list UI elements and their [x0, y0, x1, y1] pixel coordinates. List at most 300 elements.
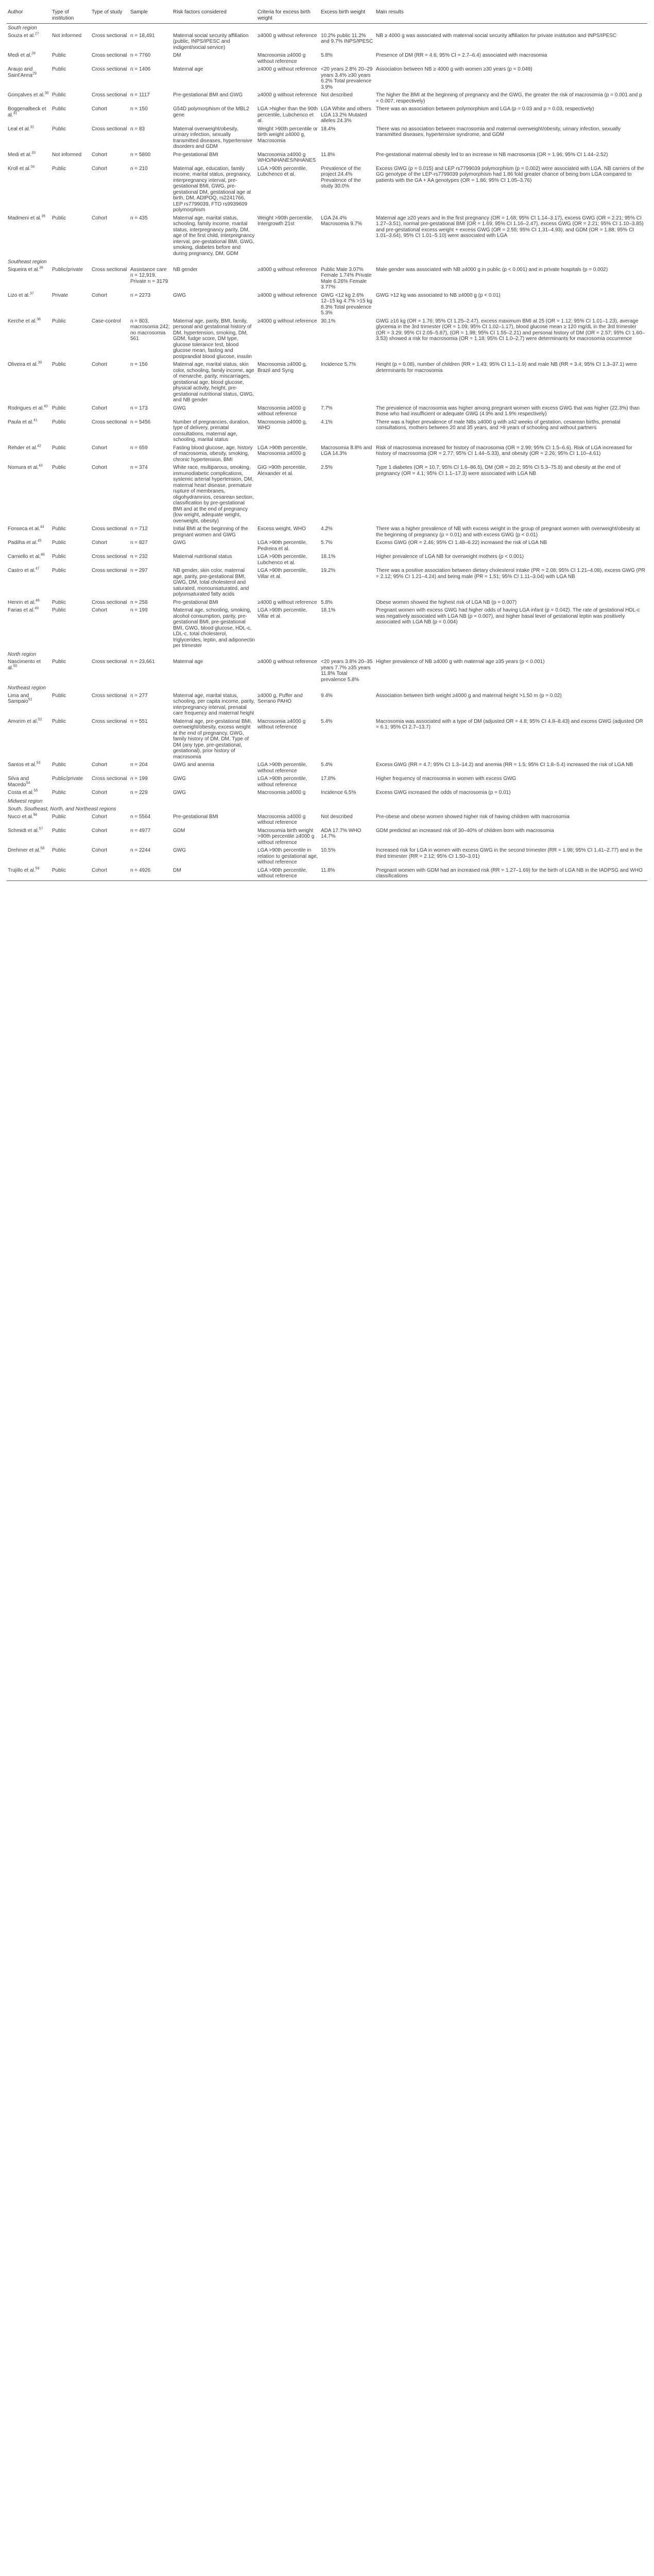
author-cell: [7, 813, 51, 827]
sample-cell: n = 173: [130, 405, 148, 411]
criteria-cell: ≥4000 g without reference: [257, 292, 317, 298]
risk-factors-cell: Pre-gestational BMI: [173, 599, 218, 605]
author-name: Castro et al.: [8, 568, 36, 573]
main-results-cell: Pre-obese and obese women showed higher risk of having children with macrosomia: [376, 814, 570, 820]
reference-number: 31: [13, 111, 18, 115]
criteria-cell: LGA >90th percentile, Villar et al.: [257, 607, 307, 619]
study-type-cell: Cohort: [92, 215, 108, 221]
table-row: [7, 789, 647, 797]
institution-cell: Private: [52, 292, 68, 298]
main-results-cell: Risk of macrosomia increased for history of macrosomia (OR = 2.99; 95% CI 1.5–6.6). Risk of LGA increased for history of macrosomia (OR = 2.77; 95% CI 1.44–5.33), and obesity (OR = 2.26; 95% CI 1.10–4.61): [376, 445, 632, 456]
author-cell: [7, 658, 51, 684]
institution-cell: Public: [52, 599, 66, 605]
sample-cell: n = 5456: [130, 419, 151, 425]
excess-birth-weight-cell: LGA White and others LGA 13.2% Mutated alleles 24.3%: [321, 106, 371, 124]
main-results-cell: Excess GWG (p = 0.015) and LEP rs7799039 polymorphism (p = 0.002) were associated with LGA. NB carriers of the GG genotype of the LEP-rs7799039 polymorphism had 1.86 fold greater chance of being born LGA compared to patients with the GA + AA genotypes (OR = 1.86; 95% CI 1.05–3.76): [376, 165, 644, 183]
sample-cell: Assistance care n = 12,919, Private n = 3179: [130, 266, 168, 284]
reference-number: 55: [33, 789, 38, 793]
author-cell: [7, 52, 51, 65]
study-type-cell: Cross sectional: [92, 266, 127, 273]
institution-cell: Public: [52, 126, 66, 132]
sample-cell: n = 199: [130, 607, 148, 613]
author-name: Lima and Sampaio: [8, 692, 29, 704]
table-row: [7, 606, 647, 650]
study-type-cell: Cross sectional: [92, 526, 127, 532]
author-cell: [7, 464, 51, 525]
author-name: Silva and Macedo: [8, 776, 29, 788]
risk-factors-cell: Maternal age, parity, BMI, family, personal and gestational history of DM, hypertension, smoking, DM, GDM, fudge score, DM type, glucose tolerance test, blood glucose mean, fasting and postprandial blood glucose, insulin: [173, 318, 252, 360]
author-name: Fonseca et al.: [8, 526, 40, 532]
main-results-cell: Excess GWG (RR = 4.7; 95% CI 1.3–14.2) and anemia (RR = 1.5; 95% CI 1.8–5.4) increased the risk of LGA NB: [376, 762, 633, 768]
table-row: [7, 65, 647, 91]
table-row: [7, 692, 647, 718]
study-type-cell: Cohort: [92, 362, 108, 367]
study-type-cell: Cohort: [92, 827, 108, 834]
criteria-cell: ≥4000 g without reference: [257, 599, 317, 605]
region-row: [7, 797, 647, 805]
reference-number: 57: [39, 827, 43, 831]
study-type-cell: Cohort: [92, 540, 108, 546]
study-type-cell: Cohort: [92, 607, 108, 613]
header-sample: Sample: [129, 8, 172, 24]
author-name: Nucci et al.: [8, 814, 33, 820]
excess-birth-weight-cell: 30.1%: [321, 318, 336, 324]
study-type-cell: Cross sectional: [92, 776, 127, 782]
reference-number: 40: [44, 404, 48, 409]
institution-cell: Public: [52, 215, 66, 221]
table-row: [7, 292, 647, 317]
author-name: Lizo et al.: [8, 292, 30, 298]
excess-birth-weight-cell: 5.4%: [321, 718, 333, 724]
author-name: Nomura et al.: [8, 465, 39, 470]
reference-number: 50: [13, 664, 18, 668]
institution-cell: Public: [52, 419, 66, 425]
risk-factors-cell: GWG: [173, 790, 186, 795]
main-results-cell: Pregnant women with GDM had an increased risk (RR = 1.27–1.69) for the birth of LGA NB in the IADPSG and WHO classifications: [375, 867, 647, 881]
main-results-cell: GDM predicted an increased risk of 30–40% of children born with macrosomia: [376, 827, 554, 834]
institution-cell: Public: [52, 92, 66, 98]
criteria-cell: Weight >90th percentile or birth weight ≥4000 g, Macrosomia: [257, 126, 318, 144]
excess-birth-weight-cell: 19.2%: [321, 568, 336, 573]
excess-birth-weight-cell: <20 years 3.8% 20–35 years 7.7% ≥35 years 11.8% Total prevalence 5.8%: [321, 659, 373, 683]
sample-cell: n = 199: [130, 776, 148, 782]
author-cell: [7, 91, 51, 105]
criteria-cell: Macrosomia birth weight >90th percentile ≥4000 g without reference: [257, 827, 315, 845]
risk-factors-cell: GWG: [173, 292, 186, 298]
excess-birth-weight-cell: 18.4%: [321, 126, 336, 132]
criteria-cell: Macrosomia ≥4000 g without reference: [257, 814, 306, 825]
table-row: [7, 32, 647, 52]
reference-number: 30: [44, 91, 49, 95]
excess-birth-weight-cell: Macrosomia 8.8% and LGA 14.3%: [321, 445, 372, 456]
study-type-cell: Cohort: [92, 151, 108, 158]
criteria-cell: Macrosomia ≥4000 g without reference: [257, 405, 306, 417]
risk-factors-cell: Maternal social security affiliation (public, INPS/IPESC and indigent/social service): [173, 32, 249, 50]
sample-cell: n = 5564: [130, 814, 151, 820]
risk-factors-cell: Maternal age, marital status, skin color, schooling, family income, age of menarche, parity, miscarriages, gestational age, blood glucose, physical activity, height, pre-gestational nutritional status, GWG, and NB gender: [173, 362, 254, 403]
author-cell: [7, 151, 51, 165]
sample-cell: n = 2273: [130, 292, 151, 298]
sample-cell: n = 204: [130, 762, 148, 768]
reference-number: 42: [37, 444, 42, 448]
institution-cell: Public: [52, 465, 66, 470]
main-results-cell: GWG ≥16 kg (OR = 1.76; 95% CI 1.25–2.47), excess maximum BMI at 25 (OR = 1.12; 95% CI 1.01–1.23), average glycemia in the 3rd trimester (OR = 1.09; 95% CI 1.02–1.17), blood glucose mean ≥ 120 mg/dL in the 3rd trimester (OR = 3.29; 95% CI 2.05–5.87), (OR = 1.98; 95% CI 1.55–2.21) and personal history of DM (OR = 2.57; 95% CI 1.60–3.53) showed a risk for macrosomia (OR = 1.18; 95% CI 1.0–2.7) were determinants for macrosomia occurrence: [376, 318, 645, 342]
criteria-cell: ≥4000 g without reference: [257, 318, 317, 324]
sample-cell: n = 2244: [130, 848, 151, 853]
criteria-cell: ≥4000 g without reference: [257, 659, 317, 665]
criteria-cell: ≥4000 g without reference: [257, 266, 317, 273]
study-type-cell: Cross sectional: [92, 718, 127, 724]
table-row: [7, 266, 647, 292]
sample-cell: n = 229: [130, 790, 148, 795]
excess-birth-weight-cell: 18.1%: [321, 607, 336, 613]
risk-factors-cell: Initial BMI at the beginning of the pregnant women and GWG: [173, 526, 248, 538]
study-type-cell: Cohort: [91, 867, 129, 881]
author-name: Rodrigues et al.: [8, 405, 44, 411]
header-author: Author: [7, 8, 51, 24]
author-name: Souza et al.: [8, 32, 35, 39]
author-name: Amorim et al.: [8, 718, 38, 724]
excess-birth-weight-cell: 10.5%: [321, 848, 336, 853]
risk-factors-cell: Maternal age, pre-gestational BMI, overweight/obesity, excess weight at the end of pregnancy, GWG, family history of DM, DM, Type of DM (any type, pre-gestational, gestational), prior history of macrosomia: [173, 718, 252, 760]
risk-factors-cell: Fasting blood glucose, age, history of macrosomia, obesity, smoking, chronic hypertension, BMI: [173, 445, 253, 463]
reference-number: 54: [26, 781, 30, 785]
risk-factors-cell: Maternal age, education, family income, marital status, pregnancy, interpregnancy interval, pre-gestational BMI, GWG, pre-gestational DM, gestational age at birth, DM, ADIPOQ, rs2241766, LEP rs7799039, FTO rs9939609 polymorphism: [173, 165, 251, 213]
risk-factors-cell: Maternal age: [173, 659, 203, 665]
criteria-cell: LGA >90th percentile, Macrosomia ≥4000 g: [257, 445, 307, 456]
excess-birth-weight-cell: 4.2%: [321, 526, 333, 532]
institution-cell: Public: [52, 318, 66, 324]
institution-cell: Public: [52, 762, 66, 768]
institution-cell: Not informed: [52, 32, 82, 39]
study-type-cell: Cohort: [92, 405, 108, 411]
main-results-cell: Excess GWG increased the odds of macrosomia (p = 0.01): [376, 790, 511, 795]
reference-number: 51: [28, 698, 32, 702]
reference-number: 36: [39, 266, 43, 270]
reference-number: 58: [40, 846, 45, 851]
table-row: [7, 553, 647, 567]
main-results-cell: Macrosomia was associated with a type of DM (adjusted OR = 4.8; 95% CI 4.8–8.43) and excess GWG (adjusted OR = 6.1; 95% CI 2.7–13.7): [376, 718, 643, 730]
criteria-cell: Macrosomia ≥4000 g, Brazil and Syng: [257, 362, 307, 374]
author-name: Leal et al.: [8, 126, 30, 132]
region-row: [7, 258, 647, 266]
criteria-cell: ≥4000 g without reference: [257, 66, 317, 72]
author-name: Oliveira et al.: [8, 362, 38, 367]
author-cell: [7, 418, 51, 444]
table-row: [7, 464, 647, 525]
main-results-cell: Excess GWG (OR = 2.46; 95% CI 1.48–6.22) increased the risk of LGA NB: [376, 540, 547, 546]
study-type-cell: Cross sectional: [92, 66, 127, 72]
author-name: Nascimento et al.: [8, 659, 41, 671]
reference-number: 56: [33, 813, 38, 817]
risk-factors-cell: GDM: [173, 827, 185, 834]
header-study-type: Type of study: [91, 8, 129, 24]
criteria-cell: LGA >90th percentile, without reference: [256, 867, 320, 881]
risk-factors-cell: GWG: [173, 540, 186, 546]
excess-birth-weight-cell: 7.7%: [321, 405, 333, 411]
main-results-cell: Obese women showed the highest risk of LGA NB (p = 0.007): [376, 599, 517, 605]
institution-cell: Public: [52, 607, 66, 613]
reference-number: 59: [35, 867, 40, 871]
risk-factors-cell: Pre-gestational BMI: [173, 814, 218, 820]
institution-cell: Public: [52, 827, 66, 834]
header-excess-birth-weight: Excess birth weight: [320, 8, 375, 24]
region-label: Northeast region: [8, 685, 46, 691]
main-results-cell: Type 1 diabetes (OR = 10.7; 95% CI 1.6–86.5), DM (OR = 20.2; 95% CI 5.3–75.8) and obesity at the end of pregnancy (OR = 4.1; 95% CI 1.1–17.3) were associated with LGA NB: [376, 465, 621, 477]
region-row: [7, 684, 647, 692]
excess-birth-weight-cell: Incidence 5.7%: [321, 362, 356, 367]
author-cell: [7, 105, 51, 125]
sample-cell: n = 7760: [130, 53, 151, 58]
table-row: [7, 567, 647, 599]
criteria-cell: LGA >90th percentile, without reference: [257, 776, 307, 788]
table-row: [7, 91, 647, 105]
study-type-cell: Cohort: [92, 814, 108, 820]
study-type-cell: Cross sectional: [92, 32, 127, 39]
main-results-cell: There was a higher prevalence of NB with excess weight in the group of pregnant women with overweight/obesity at the beginning of pregnancy (p = 0.01) and with excess GWG (p < 0.01): [376, 526, 640, 538]
sample-cell: n = 1406: [130, 66, 151, 72]
main-results-cell: Increased risk for LGA in women with excess GWG in the second trimester (RR = 1.98; 95% CI 1.41–2.77) and in the third trimester (RR = 2.12; 95% CI 1.50–3.01): [376, 848, 643, 859]
table-row: [7, 418, 647, 444]
author-cell: [7, 867, 51, 881]
table-row: [7, 813, 647, 827]
reference-number: 37: [29, 292, 34, 296]
region-label: Midwest region: [8, 798, 43, 804]
study-type-cell: Cross sectional: [92, 568, 127, 573]
risk-factors-cell: DM: [173, 53, 181, 58]
author-cell: [7, 525, 51, 539]
study-type-cell: Cohort: [92, 106, 108, 112]
table-row: [7, 361, 647, 404]
author-cell: [7, 125, 51, 151]
study-type-cell: Cross sectional: [92, 659, 127, 665]
risk-factors-cell: GWG: [173, 848, 186, 853]
reference-number: 35: [41, 214, 46, 218]
criteria-cell: LGA >90th percentile, without reference: [257, 762, 307, 774]
study-type-cell: Cross sectional: [92, 419, 127, 425]
risk-factors-cell: Maternal age: [173, 66, 203, 72]
author-cell: [7, 165, 51, 214]
institution-cell: Public: [52, 848, 66, 853]
reference-number: 53: [36, 761, 41, 765]
main-results-cell: The prevalence of macrosomia was higher among pregnant women with excess GWG that was higher (22.3%) than those who had insufficient or adequate GWG (4.9% and 1.9% respectively): [376, 405, 640, 417]
author-name: Kroll et al.: [8, 165, 31, 172]
main-results-cell: Male gender was associated with NB ≥4000 g in public (p < 0.001) and in private hospitals (p = 0.002): [376, 266, 608, 273]
institution-cell: Public: [52, 66, 66, 72]
reference-number: 32: [30, 125, 35, 129]
author-name: Araujo and Saint'Anna: [8, 66, 33, 78]
excess-birth-weight-cell: ADA 17.7% WHO 14.7%: [321, 827, 362, 839]
table-body: [7, 24, 647, 881]
study-type-cell: Cohort: [92, 292, 108, 298]
author-name: Paula et al.: [8, 419, 34, 425]
reference-number: 34: [30, 165, 35, 169]
sample-cell: n = 827: [130, 540, 148, 546]
excess-birth-weight-cell: 5.8%: [321, 599, 333, 605]
main-results-cell: Higher prevalence of LGA NB for overweight mothers (p < 0.001): [376, 554, 524, 560]
author-cell: [7, 761, 51, 775]
main-results-cell: There was an association between polymorphism and LGA (p = 0.03 and p = 0.03, respectively): [376, 106, 594, 112]
reference-number: 52: [38, 718, 42, 722]
author-name: Santos et al.: [8, 762, 37, 768]
study-type-cell: Cohort: [92, 465, 108, 470]
criteria-cell: GIG >90th percentile, Alexander et al.: [257, 465, 307, 477]
excess-birth-weight-cell: Public Male 3.07% Female 1.74% Private Male 6.26% Female 3.77%: [321, 266, 372, 290]
author-cell: [7, 214, 51, 258]
risk-factors-cell: Maternal age, marital status, schooling, per capita income, parity, interpregnancy interval, prenatal care frequency and maternal height: [173, 692, 255, 716]
region-label: South region: [8, 25, 37, 31]
table-row: [7, 444, 647, 464]
criteria-cell: Excess weight, WHO: [257, 526, 306, 532]
reference-number: 49: [35, 606, 39, 611]
excess-birth-weight-cell: Incidence 6.5%: [321, 790, 356, 795]
author-cell: [7, 65, 51, 91]
reference-number: 48: [35, 599, 40, 603]
reference-number: 27: [35, 32, 39, 36]
main-results-cell: NB ≥ 4000 g was associated with maternal social security affiliation for private institution and INPS/IPESC: [376, 32, 617, 39]
excess-birth-weight-cell: 11.8%: [321, 151, 335, 158]
institution-cell: Public: [52, 554, 66, 560]
reference-number: 28: [31, 52, 36, 56]
main-results-cell: Presence of DM (RR = 4.6; 95% CI = 2.7–6.4) associated with macrosomia: [376, 53, 547, 58]
criteria-cell: Weight >90th percentile, Intergrowth 21st: [257, 215, 313, 227]
institution-cell: Public: [51, 867, 91, 881]
sample-cell: n = 5800: [130, 151, 151, 158]
sample-cell: n = 83: [130, 126, 145, 132]
institution-cell: Public: [52, 692, 66, 699]
author-cell: [7, 404, 51, 418]
reference-number: 47: [35, 567, 40, 571]
criteria-cell: Macrosomia ≥4000 g WHO/NHANES/NHANES: [257, 151, 316, 163]
risk-factors-cell: NB gender: [173, 266, 198, 273]
main-results-cell: Higher frequency of macrosomia in women with excess GWG: [376, 776, 517, 782]
risk-factors-cell: Number of pregnancies, duration, type of delivery, prenatal consultations, maternal age, schooling, marital status: [173, 419, 250, 443]
institution-cell: Public/private: [52, 776, 83, 782]
institution-cell: Public: [52, 540, 66, 546]
study-type-cell: Cross sectional: [92, 692, 127, 699]
sample-cell: n = 150: [130, 106, 148, 112]
institution-cell: Public: [52, 106, 66, 112]
institution-cell: Public: [52, 362, 66, 367]
author-cell: [7, 846, 51, 867]
study-type-cell: Cross sectional: [92, 599, 127, 605]
sample-cell: n = 23,661: [130, 659, 155, 665]
author-cell: [7, 361, 51, 404]
risk-factors-cell: Maternal age, schooling, smoking, alcohol consumption, parity, pre-gestational BMI, pre-gestational BMI, GWG, blood glucose, HDL-c, LDL-c, total cholesterol, triglycerides, leptin, and adiponectin per trimester: [173, 607, 255, 649]
table-row: [7, 214, 647, 258]
reference-number: 43: [39, 464, 43, 468]
table-row: [7, 125, 647, 151]
sample-cell: n = 435: [130, 215, 148, 221]
author-name: Farias et al.: [8, 607, 35, 613]
table-row: [7, 827, 647, 847]
author-name: Costa et al.: [8, 790, 34, 795]
excess-birth-weight-cell: Not described: [321, 814, 353, 820]
author-cell: [7, 32, 51, 52]
criteria-cell: LGA >higher than the 90th percentile, Lubchenco et al.: [257, 106, 318, 124]
reference-number: 44: [40, 525, 44, 529]
excess-birth-weight-cell: GWG <12 kg 2.6% 12–15 kg 4.7% >15 kg 8.3% Total prevalence 5.3%: [321, 292, 372, 316]
criteria-cell: ≥4000 g without reference: [257, 32, 317, 39]
main-results-cell: Pregnant women with excess GWG had higher odds of having LGA infant (p = 0.042). The rate of gestational HDL-c was negatively associated with LGA NB (p = 0.007), and higher basal level of gestational leptin was positively associated with LGA NB (p = 0.004): [376, 607, 640, 625]
author-cell: [7, 692, 51, 718]
sample-cell: n = 4926: [129, 867, 172, 881]
author-name: Gonçalves et al.: [8, 92, 45, 98]
author-name: Madmeni et al.: [8, 215, 42, 221]
main-results-cell: Association between NB ≥ 4000 g with women ≥30 years (p = 0.049): [376, 66, 532, 72]
excess-birth-weight-cell: Not described: [321, 92, 353, 98]
study-type-cell: Cross sectional: [92, 554, 127, 560]
institution-cell: Public: [52, 445, 66, 451]
study-type-cell: Cohort: [92, 165, 108, 172]
author-cell: [7, 553, 51, 567]
excess-birth-weight-cell: 2.5%: [321, 465, 333, 470]
sample-cell: n = 297: [130, 568, 148, 573]
excess-birth-weight-cell: Prevalence of the project 24.4% Prevalence of the study 30.0%: [321, 165, 361, 189]
excess-birth-weight-cell: 10.2% public 11.2% and 9.7% INPS/IPESC: [321, 32, 373, 44]
criteria-cell: LGA >90th percentile, Lubchenco et al.: [257, 554, 307, 566]
table-row: [7, 846, 647, 867]
sample-cell: n = 156: [130, 362, 148, 367]
excess-birth-weight-cell: 9.4%: [321, 692, 333, 699]
author-name: Schmidt et al.: [8, 827, 39, 834]
region-label: North region: [8, 651, 37, 657]
main-results-cell: GWG >12 kg was associated to NB ≥4000 g (p < 0.01): [376, 292, 501, 298]
author-cell: [7, 539, 51, 553]
table-row: [7, 52, 647, 65]
risk-factors-cell: Maternal nutritional status: [173, 554, 232, 560]
region-row: [7, 24, 647, 32]
author-cell: [7, 718, 51, 761]
table-row: [7, 105, 647, 125]
institution-cell: Not informed: [52, 151, 82, 158]
institution-cell: Public: [52, 718, 66, 724]
excess-birth-weight-cell: <20 years 2.8% 20–29 years 3.4% ≥30 years 6.2% Total prevalence 3.9%: [321, 66, 373, 90]
reference-number: 46: [40, 553, 45, 557]
table-row: [7, 539, 647, 553]
main-results-cell: There was a positive association between dietary cholesterol intake (PR = 2.08; 95% CI 1.21–4.08), excess GWG (PR = 2.12; 95% CI 1.21–4.24) and being male (PR = 1.51; 95% CI 1.11–3.04) with LGA NB: [376, 568, 645, 580]
main-results-cell: There was a higher prevalence of male NBs ≥4000 g with ≥42 weeks of gestation, cesarean births, prenatal consultations, mothers between 20 and 35 years, and >8 years of schooling and without partners: [376, 419, 621, 431]
risk-factors-cell: GWG: [173, 776, 186, 782]
author-name: Rehder et al.: [8, 445, 38, 451]
author-name: Henrin et al.: [8, 599, 36, 605]
study-type-cell: Cross sectional: [92, 126, 127, 132]
criteria-cell: LGA >90th percentile in relation to gestational age, without reference: [257, 848, 318, 865]
criteria-cell: LGA >90th percentile, Lubchenco et al.: [257, 165, 307, 177]
excess-birth-weight-cell: 17.8%: [321, 776, 336, 782]
sample-cell: n = 258: [130, 599, 148, 605]
author-cell: [7, 599, 51, 607]
sample-cell: n = 210: [130, 165, 148, 172]
table-row: [7, 867, 647, 881]
main-results-cell: There was no association between macrosomia and maternal overweight/obesity, urinary infection, sexually transmitted diseases, hypertensive syndrome, and GDM: [376, 126, 621, 138]
studies-table: [7, 8, 647, 881]
study-type-cell: Cohort: [92, 848, 108, 853]
reference-number: 45: [37, 539, 42, 543]
table-row: [7, 599, 647, 607]
excess-birth-weight-cell: 5.4%: [321, 762, 333, 768]
risk-factors-cell: Pre-gestational BMI and GWG: [173, 92, 243, 98]
header-main-results: Main results: [375, 8, 647, 24]
sample-cell: n = 4977: [130, 827, 151, 834]
excess-birth-weight-cell: LGA 24.4% Macrosomia 9.7%: [321, 215, 363, 227]
author-name: Medi et al.: [8, 151, 32, 158]
sample-cell: n = 277: [130, 692, 148, 699]
study-type-cell: Cohort: [92, 762, 108, 768]
main-results-cell: The higher the BMI at the beginning of pregnancy and the GWG, the greater the risk of macrosomia (p = 0.001 and p = 0.007, respectively): [376, 92, 642, 104]
criteria-cell: LGA >90th percentile, Pedreira et al.: [257, 540, 307, 552]
study-type-cell: Cross sectional: [92, 53, 127, 58]
